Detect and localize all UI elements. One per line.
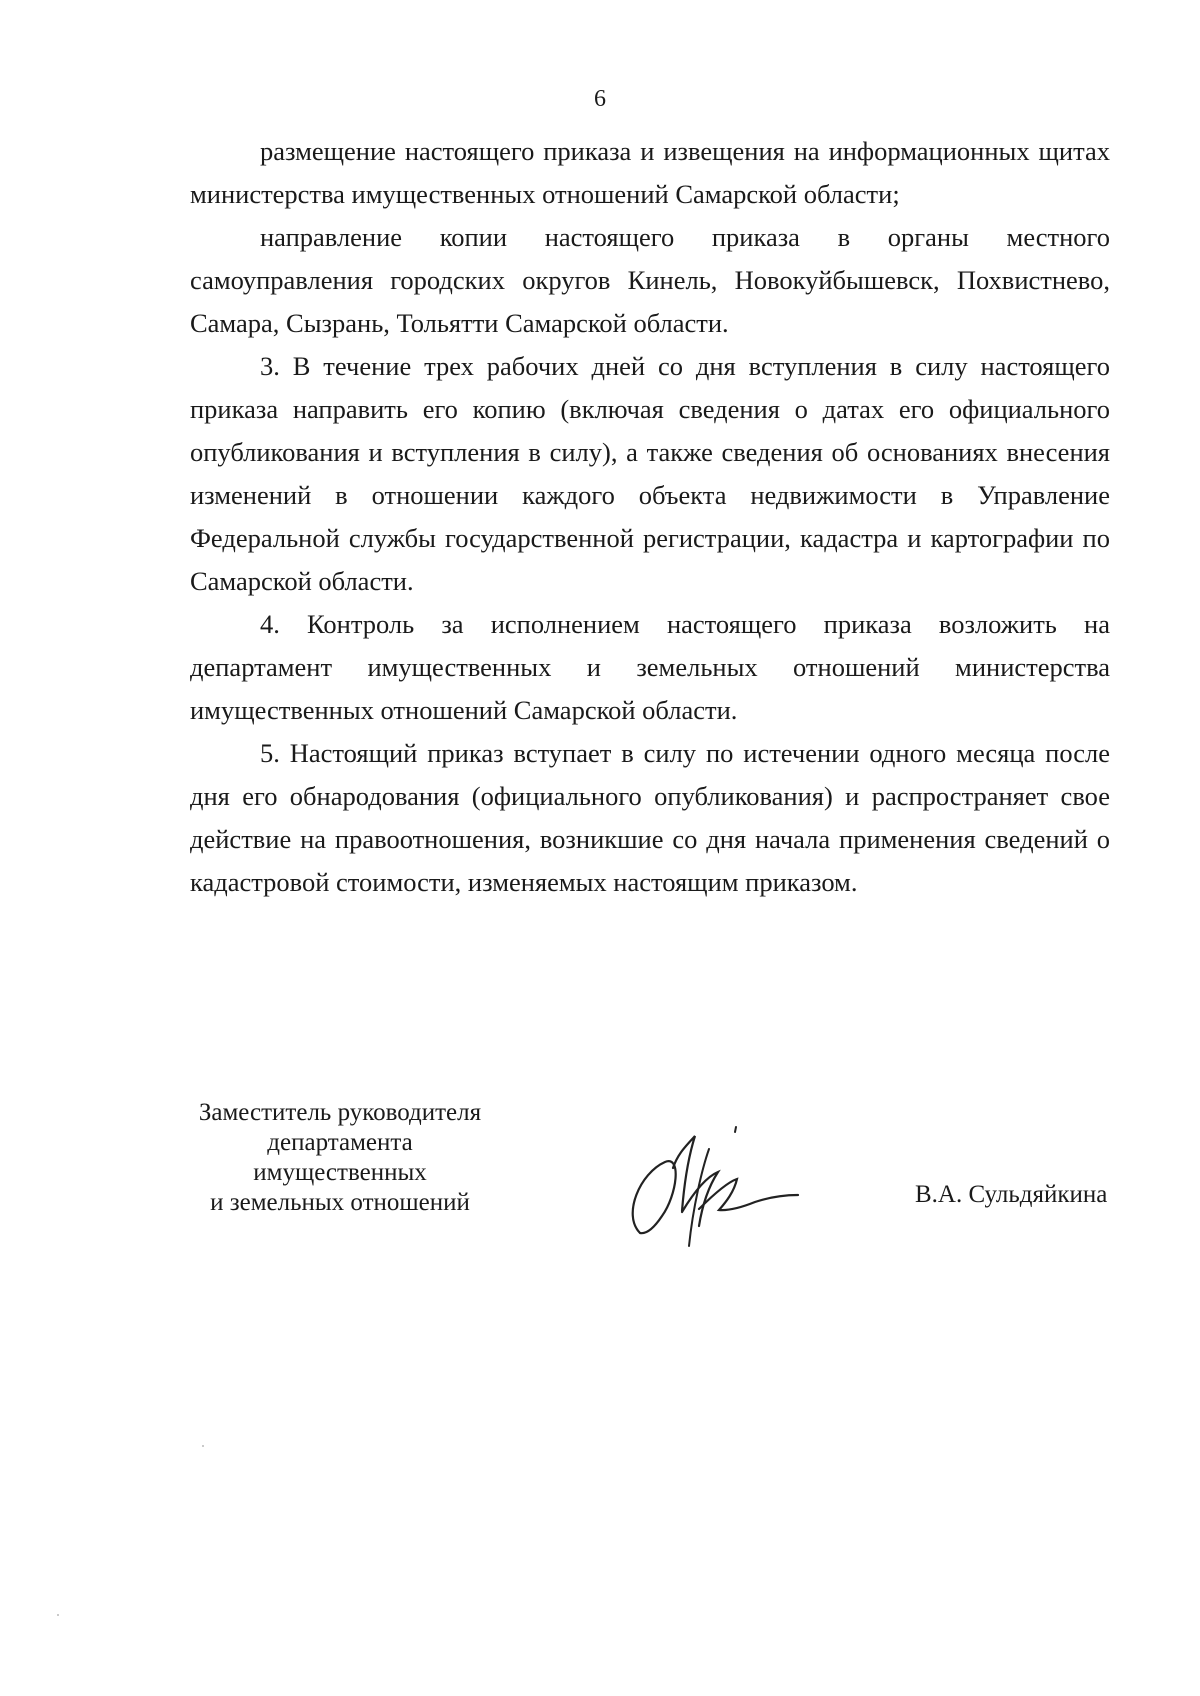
position-line: имущественных bbox=[253, 1159, 427, 1186]
position-line: и земельных отношений bbox=[210, 1189, 470, 1216]
scan-artifact-dot bbox=[202, 1445, 204, 1447]
scan-artifact-dot bbox=[57, 1614, 59, 1616]
page-number: 6 bbox=[594, 86, 606, 112]
position-line: Заместитель руководителя bbox=[198, 1099, 482, 1126]
paragraph-item-4: 4. Контроль за исполнением настоящего приказа возложить на департамент имущественных и земельных отношений министерства имущественных отношений Самарской области. bbox=[190, 609, 1110, 725]
paragraph-item-5: 5. Настоящий приказ вступает в силу по истечении одного месяца после дня его обнародования (официального опубликования) и распространяет свое действие на правоотношения, возникшие со дня начала применения сведений о кадастровой стоимости, изменяемых настоящим приказом. bbox=[190, 738, 1110, 897]
position-line: департамента bbox=[267, 1129, 413, 1156]
document-body bbox=[190, 130, 1110, 904]
paragraph-publication-on-boards: размещение настоящего приказа и извещения на информационных щитах министерства имущественных отношений Самарской области; bbox=[190, 136, 1110, 209]
paragraph-item-3: 3. В течение трех рабочих дней со дня вступления в силу настоящего приказа направить его копию (включая сведения о датах его официального опубликования и вступления в силу), а также сведения об основаниях внесения изменений в отношении каждого объекта недвижимости в Управление Федеральной службы государственной регистрации, кадастра и картографии по Самарской области. bbox=[190, 351, 1110, 596]
handwritten-signature bbox=[620, 1125, 800, 1250]
paragraph-copy-to-local-authorities: направление копии настоящего приказа в органы местного самоуправления городских округов Кинель, Новокуйбышевск, Похвистнево, Самара, Сызрань, Тольятти Самарской области. bbox=[190, 222, 1110, 338]
signatory-name: В.А. Сульдяйкина bbox=[915, 1181, 1108, 1208]
signatory-position bbox=[175, 1098, 505, 1218]
